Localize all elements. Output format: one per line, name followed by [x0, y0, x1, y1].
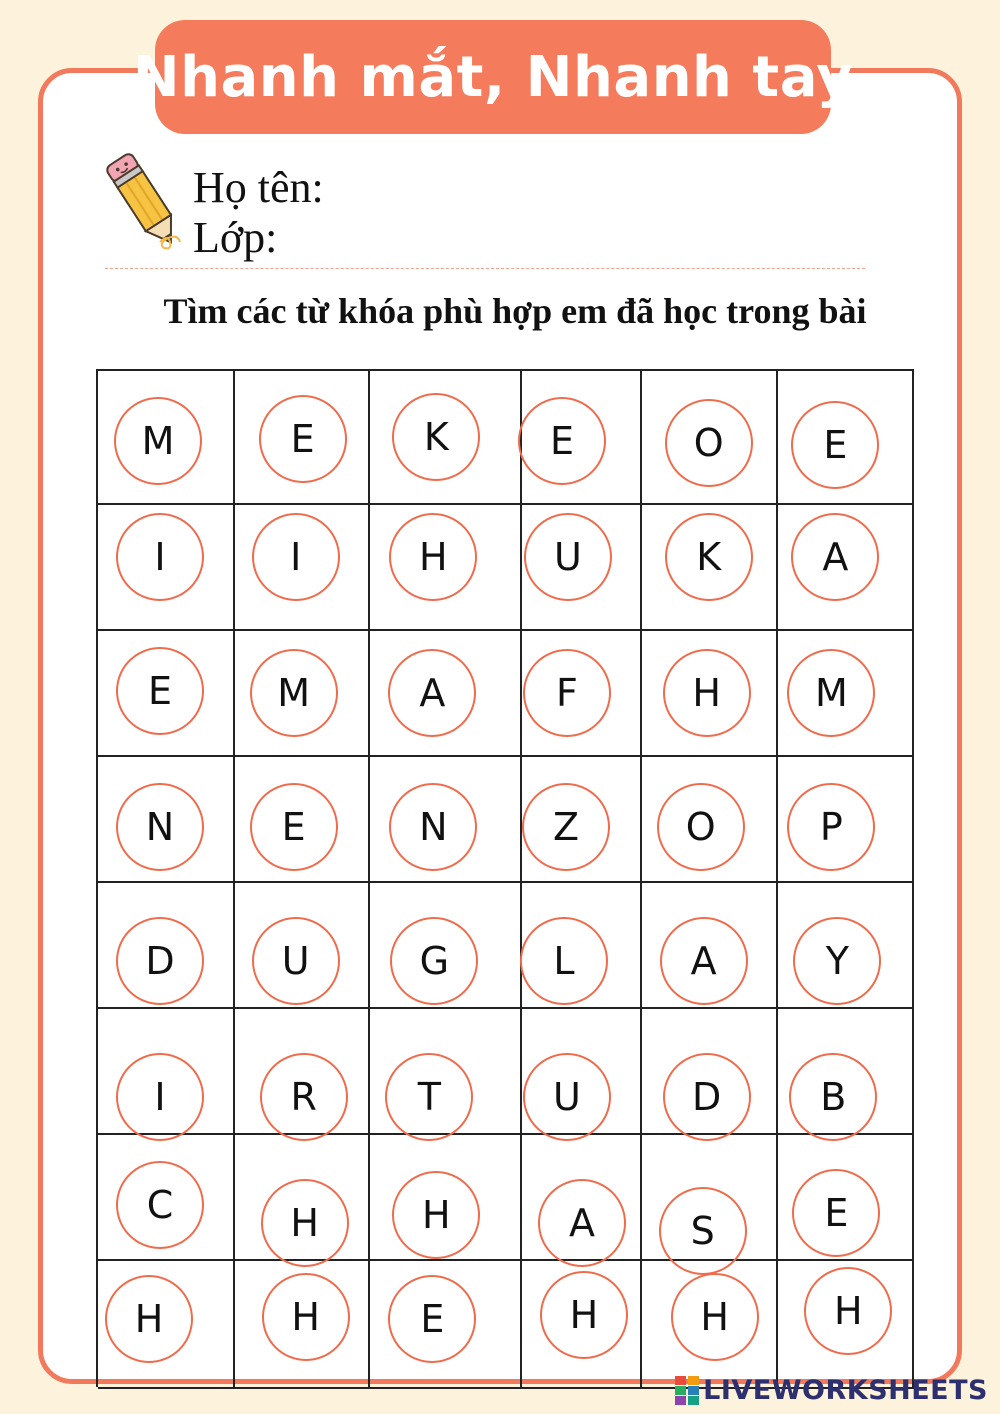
letter-circle[interactable]: H: [105, 1275, 193, 1363]
letter-circle[interactable]: Y: [793, 917, 881, 1005]
letter-circle[interactable]: B: [789, 1053, 877, 1141]
letter-circle[interactable]: E: [250, 783, 338, 871]
letter-circle[interactable]: S: [659, 1187, 747, 1275]
letter-circle[interactable]: A: [660, 917, 748, 1005]
letter-circle[interactable]: F: [523, 649, 611, 737]
letter-circle[interactable]: I: [252, 513, 340, 601]
letter-circle[interactable]: D: [116, 917, 204, 1005]
letter-circle[interactable]: N: [116, 783, 204, 871]
letter-circle[interactable]: R: [260, 1053, 348, 1141]
grid-cell: [778, 631, 914, 755]
grid-cell: [642, 1261, 779, 1387]
letter-circle[interactable]: N: [389, 783, 477, 871]
grid-cell: [235, 1261, 371, 1387]
letter-circle[interactable]: H: [804, 1267, 892, 1355]
letter-circle[interactable]: H: [392, 1171, 480, 1259]
letter-circle[interactable]: E: [116, 647, 204, 735]
grid-cell: [370, 1009, 522, 1133]
grid-row: [98, 1135, 914, 1261]
grid-cell: [235, 1009, 371, 1133]
grid-cell: [235, 631, 371, 755]
grid-cell: [235, 371, 371, 503]
letter-circle[interactable]: H: [261, 1179, 349, 1267]
letter-grid: [96, 369, 914, 1387]
grid-cell: [522, 1261, 642, 1387]
letter-circle[interactable]: O: [665, 399, 753, 487]
grid-cell: [642, 631, 779, 755]
title-banner: [132, 20, 854, 134]
grid-cell: [370, 371, 522, 503]
grid-row: [98, 1009, 914, 1135]
grid-cell: [98, 757, 235, 881]
letter-circle[interactable]: U: [524, 513, 612, 601]
name-field-label: Họ tên:: [193, 163, 324, 212]
letter-circle[interactable]: E: [388, 1275, 476, 1363]
grid-cell: [370, 1261, 522, 1387]
grid-cell: [98, 631, 235, 755]
page-title: Nhanh mắt, Nhanh tay: [132, 44, 854, 110]
grid-cell: [642, 505, 779, 629]
letter-circle[interactable]: A: [538, 1179, 626, 1267]
grid-cell: [778, 883, 914, 1007]
grid-row: [98, 1261, 914, 1389]
grid-row: [98, 883, 914, 1009]
letter-circle[interactable]: T: [385, 1053, 473, 1141]
letter-circle[interactable]: H: [671, 1273, 759, 1361]
grid-cell: [98, 1261, 235, 1387]
letter-circle[interactable]: E: [791, 401, 879, 489]
letter-circle[interactable]: P: [787, 783, 875, 871]
grid-cell: [522, 631, 642, 755]
letter-circle[interactable]: L: [520, 917, 608, 1005]
letter-circle[interactable]: U: [252, 917, 340, 1005]
grid-cell: [778, 505, 914, 629]
grid-cell: [778, 371, 914, 503]
grid-cell: [98, 1009, 235, 1133]
grid-cell: [642, 1009, 779, 1133]
grid-cell: [522, 1009, 642, 1133]
letter-circle[interactable]: O: [657, 783, 745, 871]
grid-row: [98, 631, 914, 757]
letter-circle[interactable]: K: [665, 513, 753, 601]
grid-cell: [370, 505, 522, 629]
letter-circle[interactable]: A: [791, 513, 879, 601]
grid-cell: [778, 757, 914, 881]
grid-row: [98, 757, 914, 883]
grid-cell: [778, 1261, 914, 1387]
grid-cell: [522, 883, 642, 1007]
instruction-text: Tìm các từ khóa phù hợp em đã học trong bài: [163, 291, 867, 331]
grid-cell: [370, 631, 522, 755]
grid-cell: [778, 1135, 914, 1259]
grid-cell: [235, 1135, 371, 1259]
grid-cell: [370, 1135, 522, 1259]
grid-cell: [522, 371, 642, 503]
letter-circle[interactable]: K: [392, 393, 480, 481]
grid-cell: [642, 757, 779, 881]
letter-circle[interactable]: U: [523, 1053, 611, 1141]
letter-circle[interactable]: M: [114, 397, 202, 485]
grid-cell: [98, 883, 235, 1007]
grid-cell: [98, 505, 235, 629]
grid-cell: [235, 883, 371, 1007]
grid-cell: [98, 371, 235, 503]
letter-circle[interactable]: E: [259, 395, 347, 483]
grid-cell: [370, 883, 522, 1007]
liveworksheets-logo-icon: [675, 1376, 699, 1406]
grid-row: [98, 371, 914, 505]
letter-circle[interactable]: H: [389, 513, 477, 601]
grid-cell: [522, 1135, 642, 1259]
grid-cell: [370, 757, 522, 881]
grid-cell: [98, 1135, 235, 1259]
letter-circle[interactable]: H: [262, 1273, 350, 1361]
letter-circle[interactable]: Z: [522, 783, 610, 871]
letter-circle[interactable]: H: [663, 649, 751, 737]
grid-cell: [778, 1009, 914, 1133]
pencil-icon: [92, 142, 197, 257]
letter-circle[interactable]: I: [116, 1053, 204, 1141]
letter-circle[interactable]: C: [116, 1161, 204, 1249]
letter-circle[interactable]: A: [388, 649, 476, 737]
grid-cell: [522, 505, 642, 629]
divider: [105, 268, 865, 269]
letter-circle[interactable]: G: [390, 917, 478, 1005]
grid-cell: [522, 757, 642, 881]
letter-circle[interactable]: E: [792, 1169, 880, 1257]
grid-cell: [235, 505, 371, 629]
letter-circle[interactable]: D: [663, 1053, 751, 1141]
grid-row: [98, 505, 914, 631]
letter-circle[interactable]: M: [787, 649, 875, 737]
letter-circle[interactable]: H: [540, 1271, 628, 1359]
grid-cell: [642, 1135, 779, 1259]
letter-circle[interactable]: I: [116, 513, 204, 601]
grid-cell: [642, 883, 779, 1007]
letter-circle[interactable]: M: [250, 649, 338, 737]
class-field-label: Lớp:: [193, 213, 278, 262]
watermark-text: LIVEWORKSHEETS: [703, 1375, 988, 1406]
grid-cell: [235, 757, 371, 881]
grid-cell: [642, 371, 779, 503]
watermark: [675, 1375, 988, 1406]
letter-circle[interactable]: E: [518, 397, 606, 485]
